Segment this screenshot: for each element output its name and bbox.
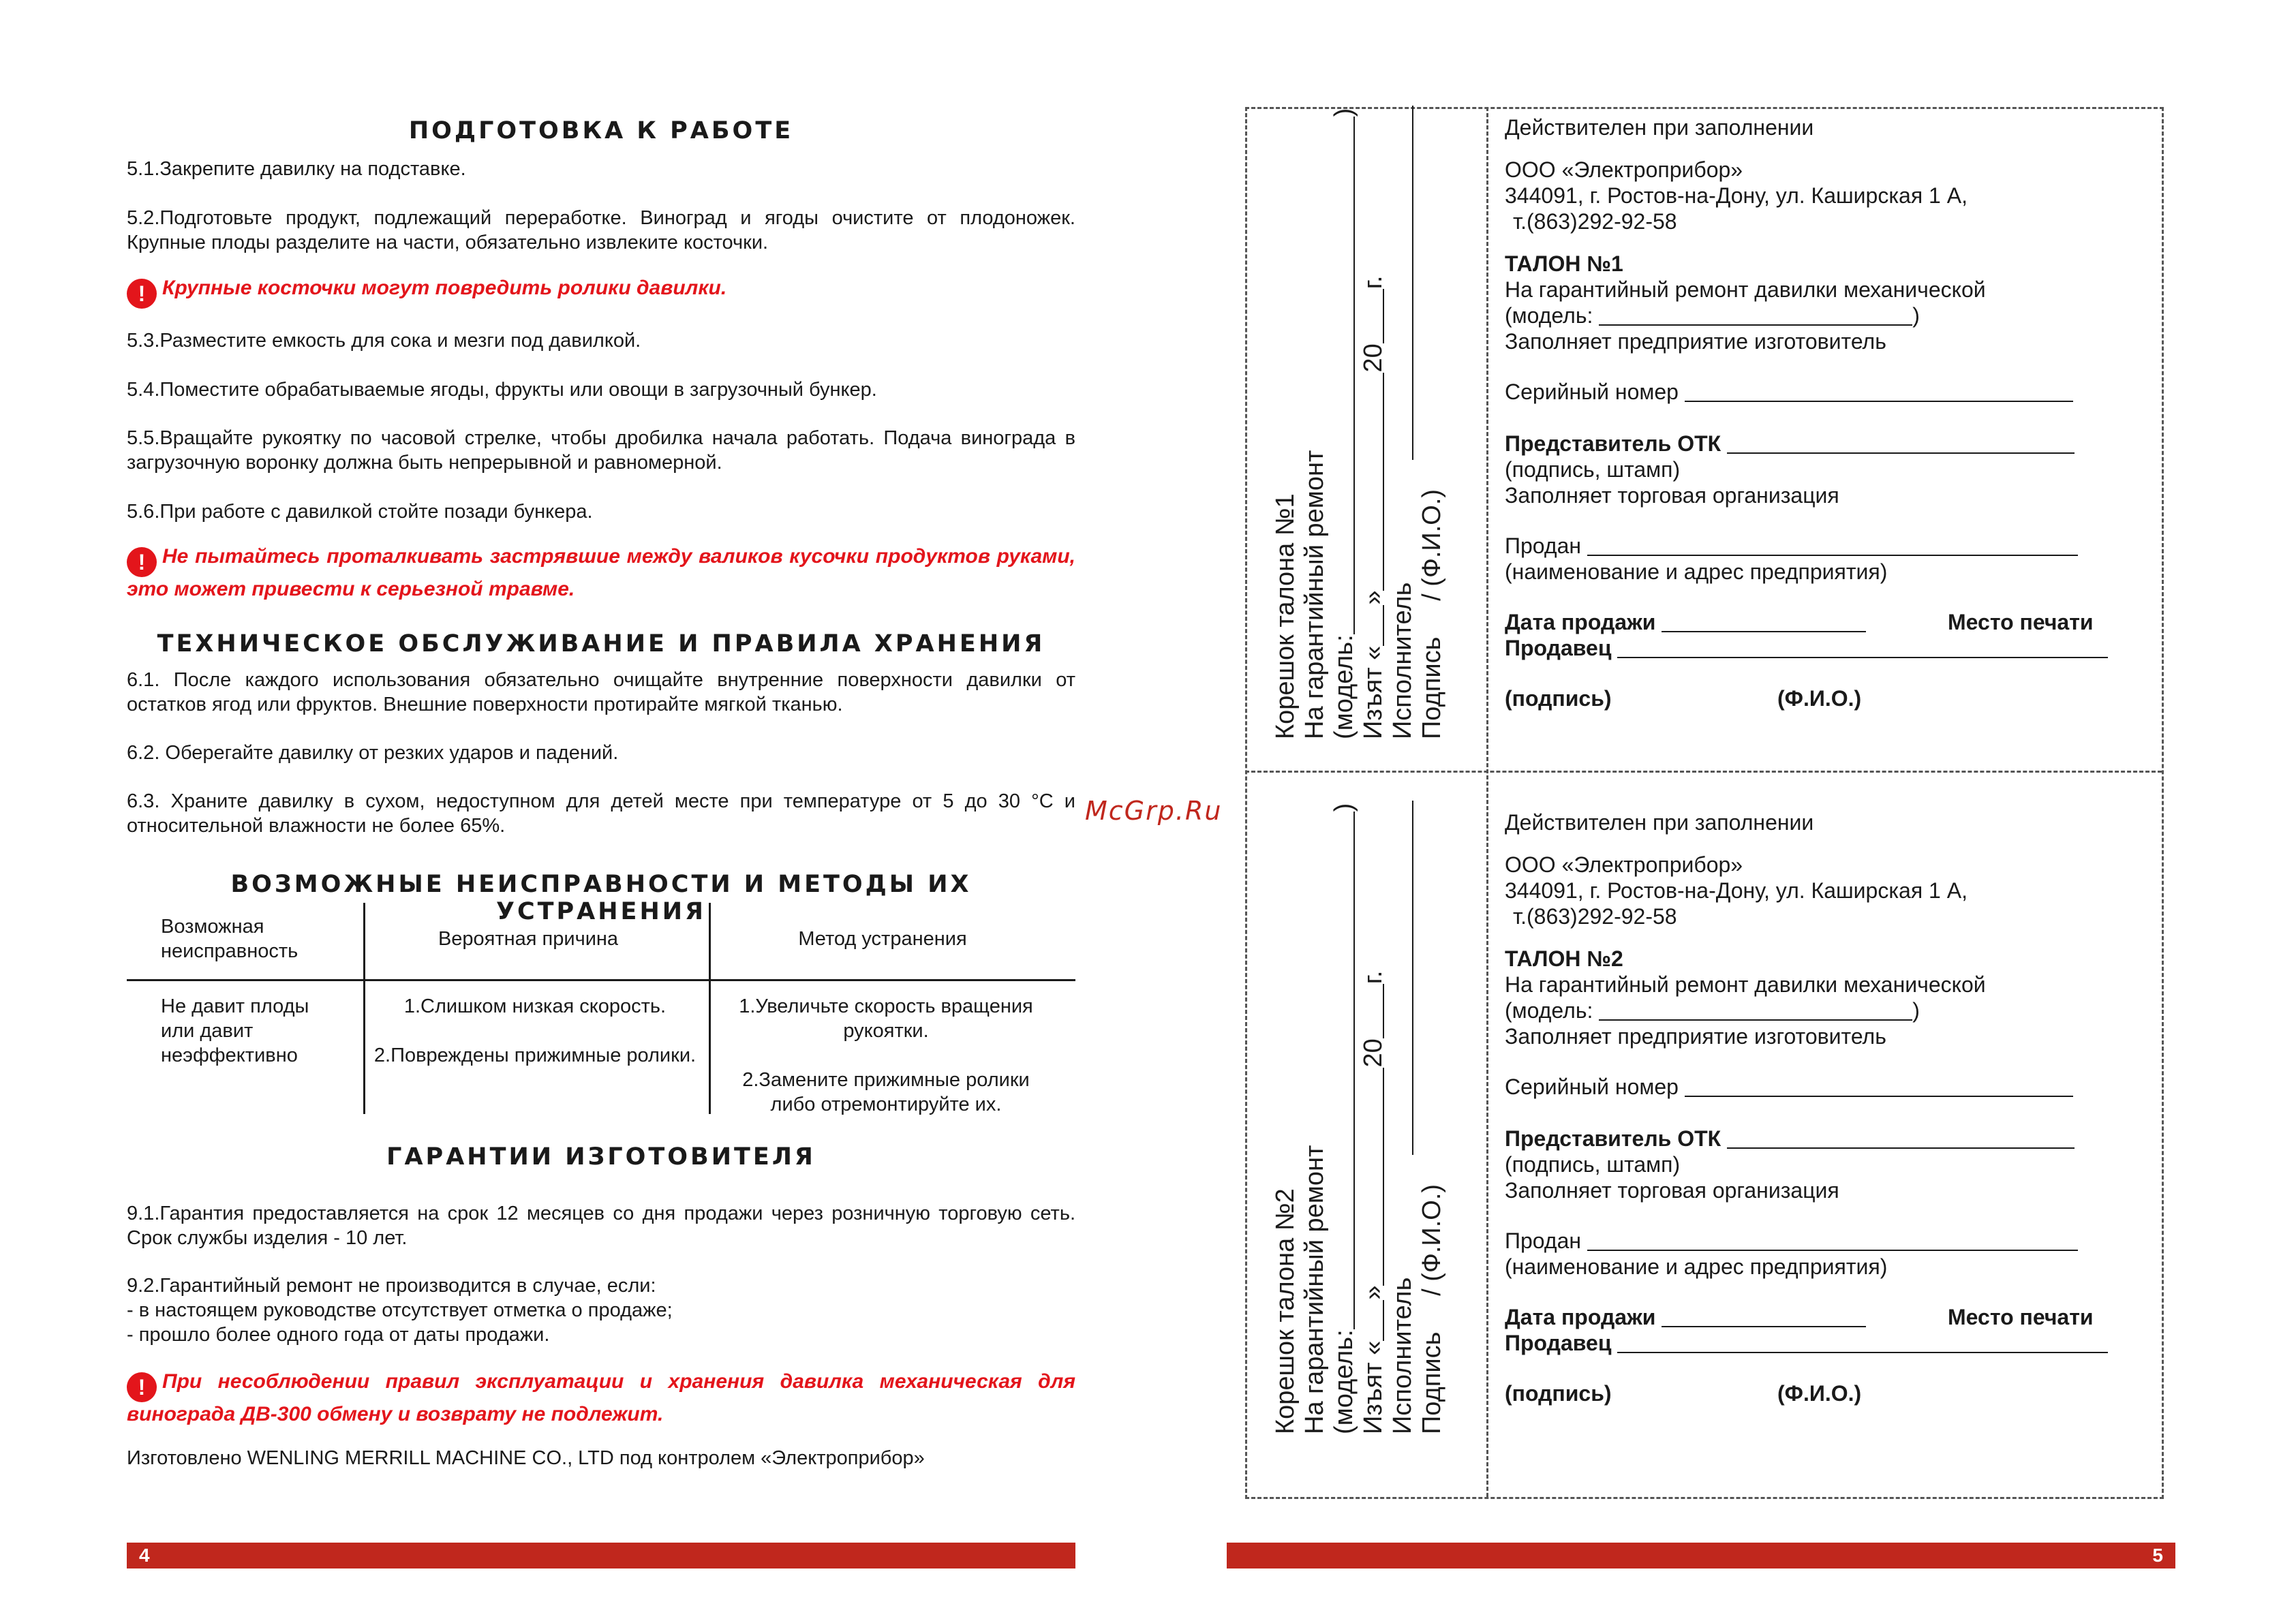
- stub-year-prefix: 20: [1359, 343, 1388, 373]
- para-5-1: 5.1.Закрепите давилку на подставке.: [127, 158, 466, 180]
- stub-purpose: На гарантийный ремонт: [1300, 450, 1329, 739]
- model-close: ): [1912, 303, 1920, 328]
- stub-signature-row: [1418, 31, 1447, 739]
- table-cell-cause-2: 2.Повреждены прижимные ролики.: [373, 1045, 697, 1066]
- seller-field[interactable]: [1617, 1331, 2108, 1353]
- fio-label: (Ф.И.О.): [1777, 1381, 1862, 1406]
- stub-purpose: На гарантийный ремонт: [1300, 1145, 1329, 1434]
- ticket-sign-row: [1505, 1380, 2186, 1406]
- ticket-fill-maker: Заполняет предприятие изготовитель: [1505, 1024, 1886, 1049]
- table-divider: [127, 979, 1075, 981]
- seal-label: Место печати: [1948, 1305, 2094, 1329]
- footer-bar-left: [127, 1543, 1075, 1568]
- para-6-3: 6.3. Храните давилку в сухом, недоступном для детей месте при температуре от 5 до 30 °С и относительной влажности не более 65%.: [127, 790, 1075, 837]
- footer-bar-right: [1227, 1543, 2175, 1568]
- stub-executor-row: [1388, 726, 1418, 1434]
- stub-year-suffix: г.: [1359, 275, 1388, 290]
- para-9-2: 9.2.Гарантийный ремонт не производится в случае, если:: [127, 1275, 656, 1297]
- ticket-stamp: (подпись, штамп): [1505, 1152, 1681, 1177]
- table-cell-method-2: 2.Замените прижимные ролики либо отремонтируйте их.: [742, 1069, 1030, 1115]
- otk-field[interactable]: [1727, 432, 2075, 454]
- ticket-valid: Действителен при заполнении: [1505, 115, 1814, 140]
- ticket-address: 344091, г. Ростов-на-Дону, ул. Каширская 1 А,: [1505, 878, 1968, 903]
- model-close: ): [1912, 998, 1920, 1023]
- ticket-2: [1505, 809, 2186, 1406]
- ticket-sold-hint: (наименование и адрес предприятия): [1505, 1254, 1888, 1279]
- stub-year-field[interactable]: [1362, 289, 1384, 343]
- table-cell-cause-1: 1.Слишком низкая скорость.: [403, 995, 667, 1017]
- sold-field[interactable]: [1587, 534, 2078, 556]
- otk-label: Представитель ОТК: [1505, 1126, 1721, 1151]
- stub-1: [1271, 31, 1516, 739]
- stub-title: Корешок талона №1: [1271, 493, 1300, 739]
- para-6-2: 6.2. Оберегайте давилку от резких ударов и падений.: [127, 742, 619, 764]
- ticket-title: ТАЛОН №1: [1505, 251, 1623, 276]
- sold-label: Продан: [1505, 534, 1582, 558]
- watermark: McGrp.Ru: [1085, 796, 1223, 826]
- heading-warranty: ГАРАНТИИ ИЗГОТОВИТЕЛЯ: [386, 1143, 816, 1171]
- stub-date-quote: »: [1359, 590, 1388, 605]
- stub-year-suffix: г.: [1359, 970, 1388, 985]
- stub-executor-field[interactable]: [1392, 801, 1413, 1155]
- sold-label: Продан: [1505, 1228, 1582, 1253]
- serial-field[interactable]: [1685, 1075, 2073, 1097]
- stub-title: Корешок талона №2: [1271, 1188, 1300, 1434]
- stub-month-field[interactable]: [1362, 1068, 1384, 1286]
- stub-date-label: Изъят «: [1359, 645, 1388, 739]
- ticket-serial-row: [1505, 1074, 2186, 1100]
- ticket-phone: т.(863)292-92-58: [1513, 904, 1677, 929]
- page-number-left: 4: [139, 1545, 150, 1566]
- stub-2: [1271, 726, 1516, 1434]
- ticket-phone: т.(863)292-92-58: [1513, 209, 1677, 234]
- serial-label: Серийный номер: [1505, 1075, 1679, 1099]
- ticket-serial-row: [1505, 379, 2186, 405]
- ticket-date-row: [1505, 609, 2186, 635]
- para-9-2-item-2: - прошло более одного года от даты продажи.: [127, 1324, 550, 1346]
- ticket-purpose: На гарантийный ремонт давилки механической: [1505, 277, 1986, 302]
- stub-model-close: ): [1330, 803, 1358, 812]
- ticket-seller-row: [1505, 635, 2186, 661]
- ticket-sold-row: [1505, 533, 2186, 559]
- stub-signature-label: Подпись: [1418, 1331, 1446, 1434]
- sale-date-field[interactable]: [1662, 610, 1866, 632]
- ticket-model-row: [1505, 998, 2186, 1023]
- ticket-org: ООО «Электроприбор»: [1505, 852, 1743, 877]
- sale-date-label: Дата продажи: [1505, 610, 1656, 634]
- para-5-6: 5.6.При работе с давилкой стойте позади бункера.: [127, 501, 593, 523]
- page-number-right: 5: [2152, 1545, 2163, 1566]
- stub-date-quote: »: [1359, 1285, 1388, 1300]
- para-9-1: 9.1.Гарантия предоставляется на срок 12 месяцев со дня продажи через розничную торговую сеть. Срок службы изделия - 10 лет.: [127, 1203, 1075, 1249]
- table-col-line-1: [363, 903, 365, 1114]
- warning-1: [127, 276, 1075, 309]
- para-5-5: 5.5.Вращайте рукоятку по часовой стрелке, чтобы дробилка начала работать. Подача винограда в загрузочную воронку должна быть непрерывной и равномерной.: [127, 427, 1075, 474]
- para-5-3: 5.3.Разместите емкость для сока и мезги под давилкой.: [127, 330, 641, 352]
- otk-field[interactable]: [1727, 1127, 2075, 1149]
- manufacturer-note: Изготовлено WENLING MERRILL MACHINE CO., LTD под контролем «Электроприбор»: [127, 1447, 925, 1469]
- warning-3: [127, 1370, 1075, 1427]
- otk-label: Представитель ОТК: [1505, 431, 1721, 456]
- para-5-2: 5.2.Подготовьте продукт, подлежащий переработке. Виноград и ягоды очистите от плодоножек. Крупные плоды разделите на части, обязательно извлеките косточки.: [127, 207, 1075, 253]
- ticket-otk-row: [1505, 431, 2186, 457]
- stub-executor-label: Исполнитель: [1388, 582, 1417, 739]
- stub-executor-label: Исполнитель: [1388, 1277, 1417, 1434]
- ticket-sign-row: [1505, 685, 2186, 711]
- stub-year-field[interactable]: [1362, 984, 1384, 1038]
- stub-model-label: (модель:: [1330, 634, 1358, 739]
- table-cell-fault: Не давит плоды или давит неэффективно: [161, 995, 309, 1066]
- signature-label: (подпись): [1505, 686, 1612, 711]
- stub-month-field[interactable]: [1362, 373, 1384, 591]
- ticket-1: [1505, 114, 2186, 711]
- ticket-org: ООО «Электроприбор»: [1505, 157, 1743, 182]
- table-header-fault: Возможная неисправность: [161, 916, 299, 962]
- sale-date-label: Дата продажи: [1505, 1305, 1656, 1329]
- heading-maintenance: ТЕХНИЧЕСКОЕ ОБСЛУЖИВАНИЕ И ПРАВИЛА ХРАНЕНИЯ: [157, 630, 1045, 658]
- ticket-valid: Действителен при заполнении: [1505, 810, 1814, 835]
- ticket-address: 344091, г. Ростов-на-Дону, ул. Каширская 1 А,: [1505, 183, 1968, 208]
- para-9-2-item-1: - в настоящем руководстве отсутствует отметка о продаже;: [127, 1299, 673, 1321]
- warning-3-text: При несоблюдении правил эксплуатации и хранения давилка механическая для винограда ДВ-300 обмену и возврату не подлежит.: [127, 1370, 1075, 1425]
- table-header-method: Метод устранения: [798, 928, 967, 950]
- ticket-otk-row: [1505, 1126, 2186, 1151]
- ticket-fill-trade: Заполняет торговая организация: [1505, 483, 1839, 508]
- heading-preparation: ПОДГОТОВКА К РАБОТЕ: [408, 117, 794, 144]
- stub-executor-field[interactable]: [1392, 106, 1413, 460]
- stub-model-row: [1330, 31, 1359, 739]
- table-col-line-2: [709, 903, 711, 1114]
- ticket-title: ТАЛОН №2: [1505, 946, 1623, 971]
- table-cell-method-1: 1.Увеличьте скорость вращения рукоятки.: [739, 995, 1033, 1042]
- stub-signature-label: Подпись: [1418, 636, 1446, 739]
- ticket-date-row: [1505, 1304, 2186, 1330]
- seller-field[interactable]: [1617, 636, 2108, 658]
- model-field[interactable]: [1599, 999, 1912, 1021]
- ticket-purpose: На гарантийный ремонт давилки механической: [1505, 972, 1986, 997]
- exclamation-icon: !: [127, 1372, 157, 1402]
- sold-field[interactable]: [1587, 1229, 2078, 1251]
- warning-2-text: Не пытайтесь проталкивать застрявшие между валиков кусочки продуктов руками, это может привести к серьезной травме.: [127, 545, 1075, 600]
- model-field[interactable]: [1599, 304, 1912, 326]
- stub-signature-row: [1418, 726, 1447, 1434]
- para-5-4: 5.4.Поместите обрабатываемые ягоды, фрукты или овощи в загрузочный бункер.: [127, 379, 877, 401]
- stub-date-row: [1359, 726, 1388, 1434]
- signature-label: (подпись): [1505, 1381, 1612, 1406]
- stub-fio-label: / (Ф.И.О.): [1418, 1184, 1446, 1296]
- para-6-1: 6.1. После каждого использования обязательно очищайте внутренние поверхности давилки от остатков ягод или фруктов. Внешние поверхности протирайте мягкой тканью.: [127, 669, 1075, 715]
- seal-label: Место печати: [1948, 610, 2094, 634]
- ticket-stamp: (подпись, штамп): [1505, 457, 1681, 482]
- sale-date-field[interactable]: [1662, 1305, 1866, 1327]
- table-header-cause: Вероятная причина: [438, 928, 619, 950]
- stub-executor-row: [1388, 31, 1418, 739]
- stub-day-field[interactable]: [1362, 1300, 1384, 1341]
- stub-day-field[interactable]: [1362, 605, 1384, 646]
- stub-model-field[interactable]: [1333, 812, 1355, 1329]
- stub-model-label: (модель:: [1330, 1329, 1358, 1434]
- seller-label: Продавец: [1505, 636, 1612, 660]
- ticket-fill-trade: Заполняет торговая организация: [1505, 1178, 1839, 1203]
- exclamation-icon: !: [127, 279, 157, 309]
- stub-model-field[interactable]: [1333, 117, 1355, 634]
- ticket-fill-maker: Заполняет предприятие изготовитель: [1505, 329, 1886, 354]
- stub-model-row: [1330, 726, 1359, 1434]
- stub-year-prefix: 20: [1359, 1038, 1388, 1068]
- ticket-model-row: [1505, 303, 2186, 328]
- stub-date-label: Изъят «: [1359, 1340, 1388, 1434]
- fio-label: (Ф.И.О.): [1777, 686, 1862, 711]
- warning-2: [127, 544, 1075, 602]
- model-label: (модель:: [1505, 998, 1593, 1023]
- warning-1-text: Крупные косточки могут повредить ролики давилки.: [162, 277, 727, 299]
- serial-label: Серийный номер: [1505, 380, 1679, 404]
- model-label: (модель:: [1505, 303, 1593, 328]
- stub-model-close: ): [1330, 108, 1358, 117]
- stub-fio-label: / (Ф.И.О.): [1418, 489, 1446, 601]
- ticket-sold-row: [1505, 1228, 2186, 1254]
- ticket-seller-row: [1505, 1330, 2186, 1356]
- ticket-sold-hint: (наименование и адрес предприятия): [1505, 559, 1888, 584]
- exclamation-icon: !: [127, 547, 157, 577]
- stub-date-row: [1359, 31, 1388, 739]
- serial-field[interactable]: [1685, 380, 2073, 402]
- seller-label: Продавец: [1505, 1331, 1612, 1355]
- heading-troubleshooting: ВОЗМОЖНЫЕ НЕИСПРАВНОСТИ И МЕТОДЫ ИХ УСТРАНЕНИЯ: [230, 871, 972, 925]
